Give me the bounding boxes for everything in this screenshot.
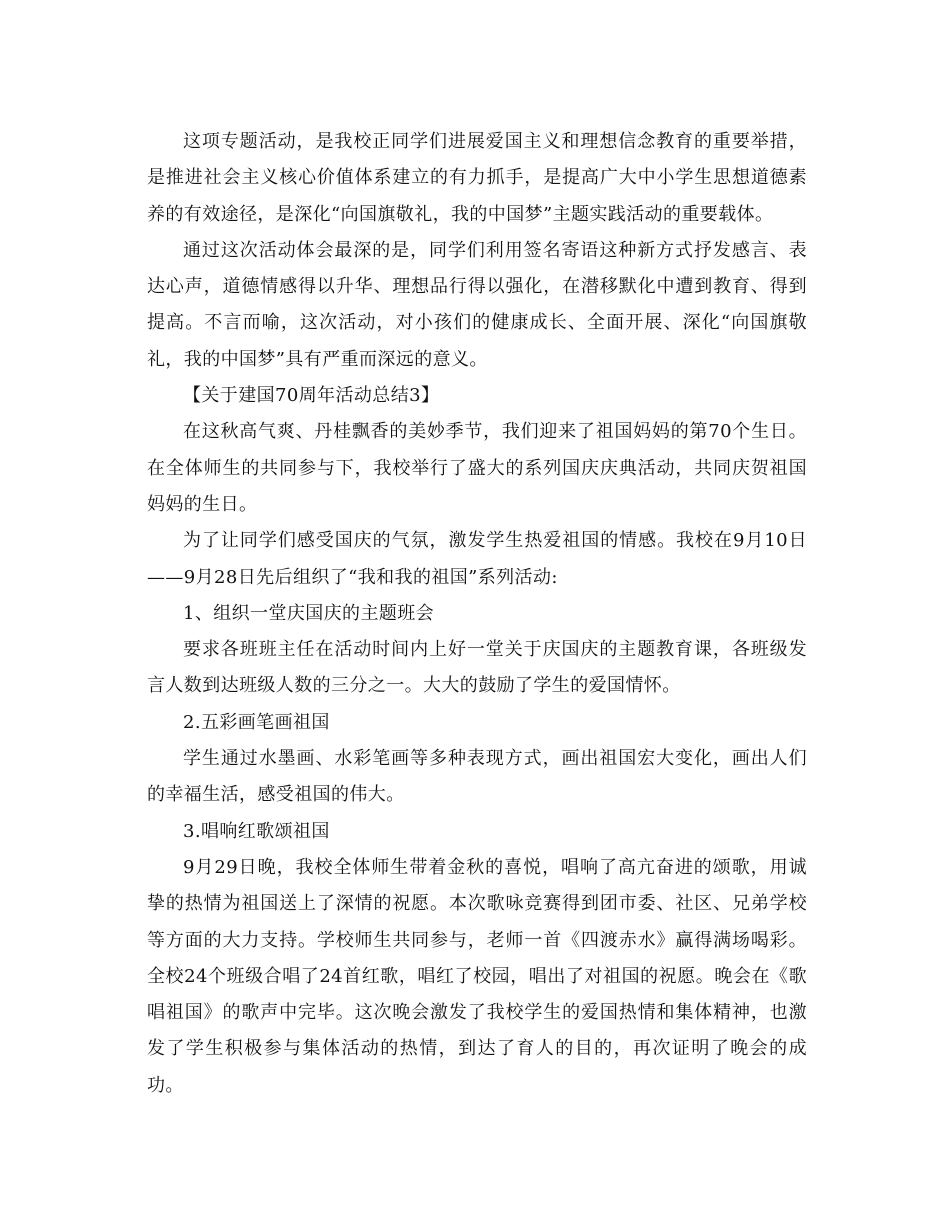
paragraph-intro: 这项专题活动，是我校正同学们进展爱国主义和理想信念教育的重要举措，是推进社会主义核心价值体系建立的有力抓手，是提高广大中小学生思想道德素养的有效途径，是深化“向国旗敬礼，我的中国梦”主题实践活动的重要载体。 (147, 131, 807, 225)
paragraph-class-meeting: 要求各班班主任在活动时间内上好一堂关于庆国庆的主题教育课，各班级发言人数到达班级人数的三分之一。大大的鼓励了学生的爱国情怀。 (147, 639, 807, 697)
item-heading-3: 3.唱响红歌颂祖国 (183, 820, 330, 842)
section-heading: 【关于建国70周年活动总结3】 (183, 385, 440, 407)
paragraph-activities: 为了让同学们感受国庆的气氛，激发学生热爱祖国的情感。我校在9月10日——9月28日先后组织了“我和我的祖国”系列活动: (147, 530, 807, 588)
paragraph-birthday: 在这秋高气爽、丹桂飘香的美妙季节，我们迎来了祖国妈妈的第70个生日。在全体师生的共同参与下，我校举行了盛大的系列国庆庆典活动，共同庆贺祖国妈妈的生日。 (147, 421, 807, 515)
document-body (147, 124, 807, 1104)
paragraph-painting: 学生通过水墨画、水彩笔画等多种表现方式，画出祖国宏大变化，画出人们的幸福生活，感受祖国的伟大。 (147, 748, 807, 806)
paragraph-song-contest: 9月29日晚，我校全体师生带着金秋的喜悦，唱响了高亢奋进的颂歌，用诚挚的热情为祖国送上了深情的祝愿。本次歌咏竞赛得到团市委、社区、兄弟学校等方面的大力支持。学校师生共同参与，老师一首《四渡赤水》赢得满场喝彩。全校24个班级合唱了24首红歌，唱红了校园，唱出了对祖国的祝愿。晚会在《歌唱祖国》的歌声中完毕。这次晚会激发了我校学生的爱国热情和集体精神，也激发了学生积极参与集体活动的热情，到达了育人的目的，再次证明了晚会的成功。 (147, 856, 807, 1096)
item-heading-1: 1、组织一堂庆国庆的主题班会 (183, 602, 435, 624)
paragraph-experience: 通过这次活动体会最深的是，同学们利用签名寄语这种新方式抒发感言、表达心声，道德情感得以升华、理想品行得以强化，在潜移默化中遭到教育、得到提高。不言而喻，这次活动，对小孩们的健康成长、全面开展、深化“向国旗敬礼，我的中国梦”具有严重而深远的意义。 (147, 239, 807, 370)
item-heading-2: 2.五彩画笔画祖国 (183, 711, 330, 733)
